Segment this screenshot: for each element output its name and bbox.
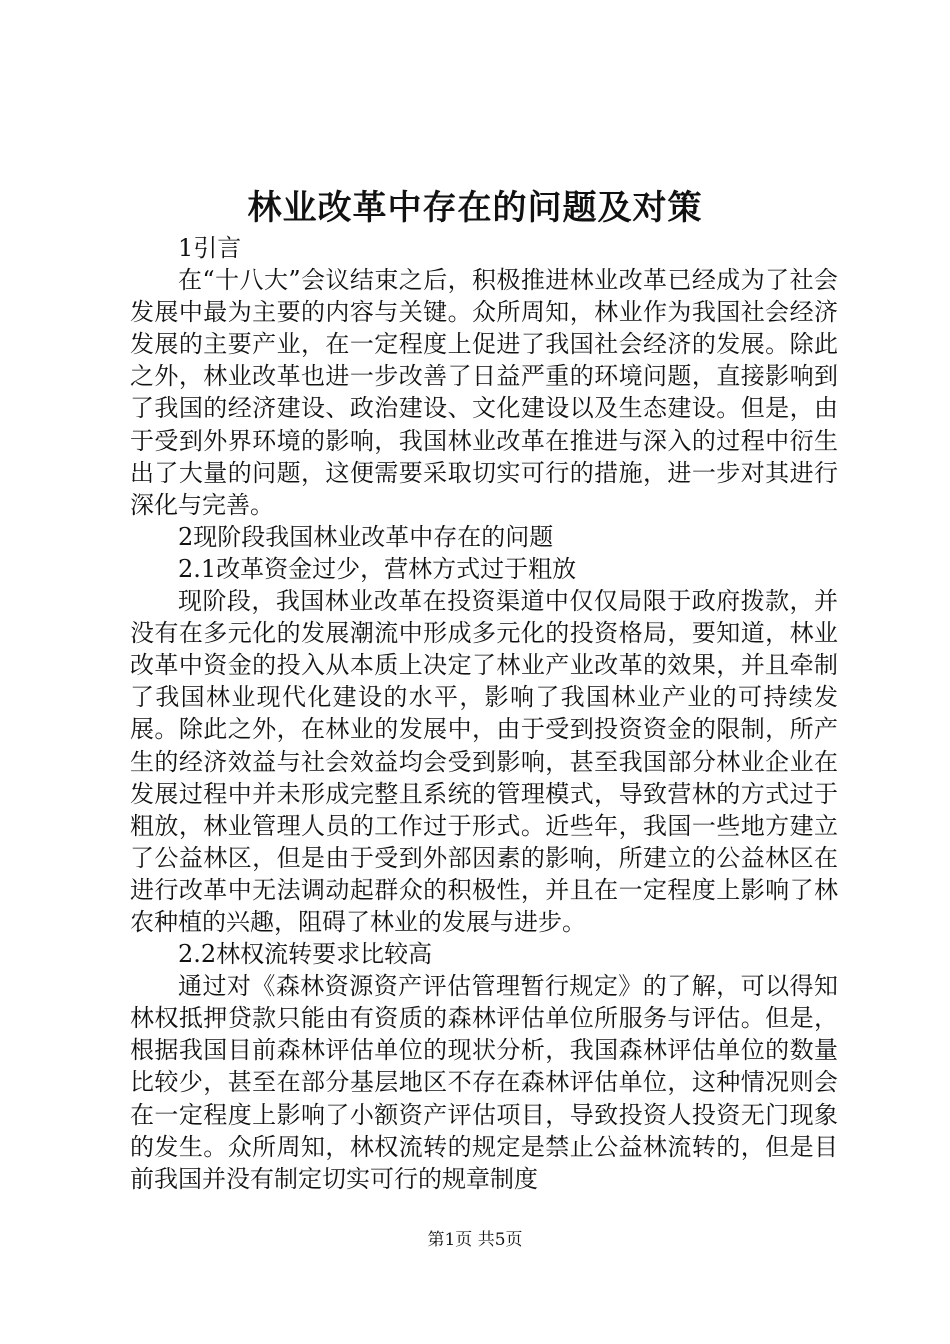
body-paragraph: 通过对《森林资源资产评估管理暂行规定》的了解，可以得知林权抵押贷款只能由有资质的森林评估单位所服务与评估。但是，根据我国目前森林评估单位的现状分析，我国森林评估单位的数量比较少，甚至在部分基层地区不存在森林评估单位，这种情况则会在一定程度上影响了小额资产评估项目，导致投资人投资无门现象的发生。众所周知，林权流转的规定是禁止公益林流转的，但是目前我国并没有制定切实可行的规章制度 (130, 972, 838, 1193)
document-title: 林业改革中存在的问题及对策 (247, 188, 703, 228)
document-body (130, 232, 838, 1195)
page-number-footer: 第1页 共5页 (427, 1230, 523, 1250)
subsection-heading-funding: 2.1改革资金过少，营林方式过于粗放 (178, 554, 577, 583)
section-heading-problems: 2现阶段我国林业改革中存在的问题 (178, 522, 554, 551)
body-paragraph: 在“十八大”会议结束之后，积极推进林业改革已经成为了社会发展中最为主要的内容与关键。众所周知，林业作为我国社会经济发展的主要产业，在一定程度上促进了我国社会经济的发展。除此之外，林业改革也进一步改善了日益严重的环境问题，直接影响到了我国的经济建设、政治建设、文化建设以及生态建设。但是，由于受到外界环境的影响，我国林业改革在推进与深入的过程中衍生出了大量的问题，这便需要采取切实可行的措施，进一步对其进行深化与完善。 (130, 266, 838, 519)
body-paragraph: 现阶段，我国林业改革在投资渠道中仅仅局限于政府拨款，并没有在多元化的发展潮流中形成多元化的投资格局，要知道，林业改革中资金的投入从本质上决定了林业产业改革的效果，并且牵制了我国林业现代化建设的水平，影响了我国林业产业的可持续发展。除此之外，在林业的发展中，由于受到投资资金的限制，所产生的经济效益与社会效益均会受到影响，甚至我国部分林业企业在发展过程中并未形成完整且系统的管理模式，导致营林的方式过于粗放，林业管理人员的工作过于形式。近些年，我国一些地方建立了公益林区，但是由于受到外部因素的影响，所建立的公益林区在进行改革中无法调动起群众的积极性，并且在一定程度上影响了林农种植的兴趣，阻碍了林业的发展与进步。 (130, 587, 838, 936)
section-heading-intro: 1引言 (178, 234, 242, 262)
subsection-heading-forest-rights: 2.2林权流转要求比较高 (178, 940, 433, 969)
